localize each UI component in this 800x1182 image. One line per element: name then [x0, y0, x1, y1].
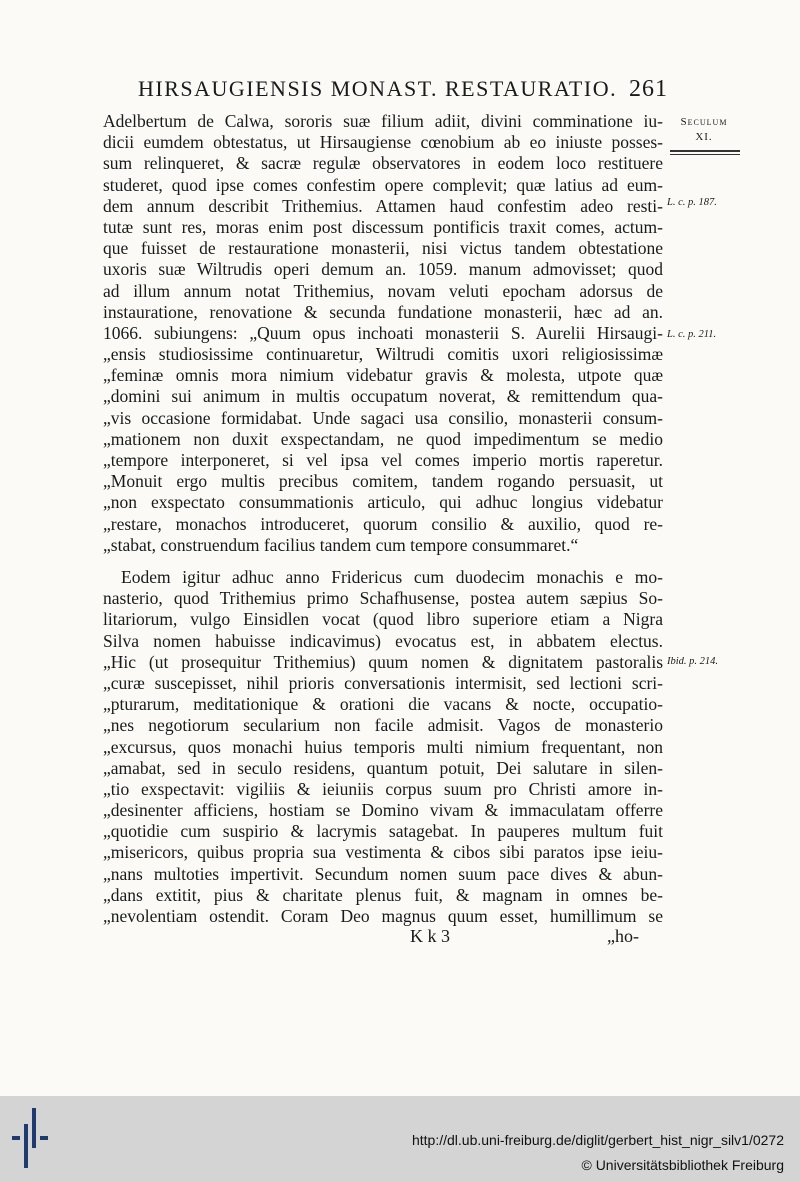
text-line: „Monuit ergo multis precibus comitem, tandem rogando persuasit, ut	[103, 471, 663, 492]
margin-note-2: L. c. p. 211.	[667, 329, 717, 340]
text-line: nasterio, quod Trithemius primo Schafhusense, postea autem sæpius So-	[103, 588, 663, 609]
text-line: „ensis studiosissime continuaretur, Wiltrudi comitis uxori religiosissimæ	[103, 344, 663, 365]
margin-rule	[670, 150, 740, 155]
text-line: Silva nomen habuisse indicavimus) evocatus est, in abbatem electus.	[103, 630, 663, 651]
text-line: „non exspectato consummationis articulo, qui adhuc longius videbatur	[103, 492, 663, 513]
text-line: uxoris suæ Wiltrudis operi demum an. 1059. manum admovisset; quod	[103, 259, 663, 280]
footer-copyright: © Universitätsbibliothek Freiburg	[581, 1157, 784, 1173]
margin-note-1: L. c. p. 187.	[667, 197, 717, 208]
running-title: HIRSAUGIENSIS MONAST. RESTAURATIO.	[138, 76, 618, 101]
text-line: „amabat, sed in seculo residens, quantum potuit, Dei salutare in silen-	[103, 757, 663, 778]
catchword: „ho-	[607, 926, 639, 946]
text-line: „restare, monachos introduceret, quorum consilio & auxilio, quod re-	[103, 513, 663, 534]
text-line: „curæ suscepisset, nihil prioris conversationis intermisit, sed lectioni scri-	[103, 672, 663, 693]
text-line: studeret, quod ipse comes confestim opere complevit; quæ latius ad eum-	[103, 174, 663, 195]
text-line: „dans extitit, pius & charitate plenus fuit, & magnam in omnes be-	[103, 884, 663, 905]
text-line: „excursus, quos monachi huius temporis multi nimium frequentant, non	[103, 736, 663, 757]
text-line: „tio exspectavit: vigiliis & ieiuniis corpus suum pro Christi amore in-	[103, 778, 663, 799]
text-line: sum relinqueret, & sacræ regulæ observatores in eodem loco restituere	[103, 153, 663, 174]
text-line: „feminæ omnis mora nimium videbatur gravis & molesta, utpote quæ	[103, 365, 663, 386]
text-line: „vis occasione formidabat. Unde sagaci usa consilio, monasterii consum-	[103, 407, 663, 428]
text-line: instauratione, renovatione & secunda fundatione monasterii, hæc ad an.	[103, 301, 663, 322]
text-line: „domini sui animum in multis occupatum noverat, & remittendum qua-	[103, 386, 663, 407]
footer-url[interactable]: http://dl.ub.uni-freiburg.de/diglit/gerbert_hist_nigr_silv1/0272	[411, 1132, 784, 1148]
text-line: ad illum annum notat Trithemius, novam veluti epocham adorsus de	[103, 280, 663, 301]
page-number: 261	[629, 76, 668, 102]
text-line: „nevolentiam ostendit. Coram Deo magnus quum esset, humillimum se	[103, 906, 663, 926]
text-line: „stabat, construendum facilius tandem cum tempore consummaret.“	[103, 534, 579, 555]
text-line: „desinenter afficiens, hostiam se Domino vivam & immaculatam offerre	[103, 800, 663, 821]
text-line: Eodem igitur adhuc anno Fridericus cum duodecim monachis e mo-	[121, 567, 663, 587]
paragraph-1	[103, 111, 663, 556]
margin-label-century: XI.	[695, 131, 713, 143]
text-line: „nes negotiorum secularium non facile admisit. Vagos de monasterio	[103, 715, 663, 736]
text-line: „nans multoties impertivit. Secundum nomen suum pace dives & abun-	[103, 863, 663, 884]
library-logo-icon	[12, 1106, 52, 1170]
margin-note-3: Ibid. p. 214.	[667, 656, 719, 667]
text-line: que fuisset de restauratione monasterii, nisi victus tandem obtestatione	[103, 238, 663, 259]
text-line: „quotidie cum suspirio & lacrymis satagebat. In pauperes multum fuit	[103, 821, 663, 842]
text-line: „Hic (ut prosequitur Trithemius) quum nomen & dignitatem pastoralis	[103, 651, 663, 672]
text-line: tutæ sunt res, moras enim post discessum pontificis traxit comes, actum-	[103, 216, 663, 237]
paragraph-2	[103, 567, 663, 927]
text-line: Adelbertum de Calwa, sororis suæ filium adiit, divini comminatione iu-	[103, 111, 663, 131]
running-header	[138, 76, 668, 110]
text-line: 1066. subiungens: „Quum opus inchoati monasterii S. Aurelii Hirsaugi-	[103, 322, 663, 343]
text-line: dicii eumdem obtestatus, ut Hirsaugiense cœnobium ab eo iniuste posses-	[103, 132, 663, 153]
text-line: „tempore interponeret, si vel ipsa vel comes imperio mortis raperetur.	[103, 450, 663, 470]
margin-century-label	[668, 115, 740, 145]
signature-mark: K k 3	[410, 926, 450, 946]
margin-label-seculum: Seculum	[680, 116, 728, 128]
text-line: dem annum describit Trithemius. Attamen haud confestim adeo resti-	[103, 195, 663, 216]
text-line: litariorum, vulgo Einsidlen vocat (quod libro superiore etiam a Nigra	[103, 609, 663, 630]
text-line: „mationem non duxit exspectandam, ne quod impedimentum se medio	[103, 428, 663, 449]
text-line: „misericors, quibus propria sua vestimenta & cibos sibi paratos ipse ieiu-	[103, 842, 663, 863]
text-line: „pturarum, meditationique & orationi die vacans & nocte, occupatio-	[103, 694, 663, 715]
